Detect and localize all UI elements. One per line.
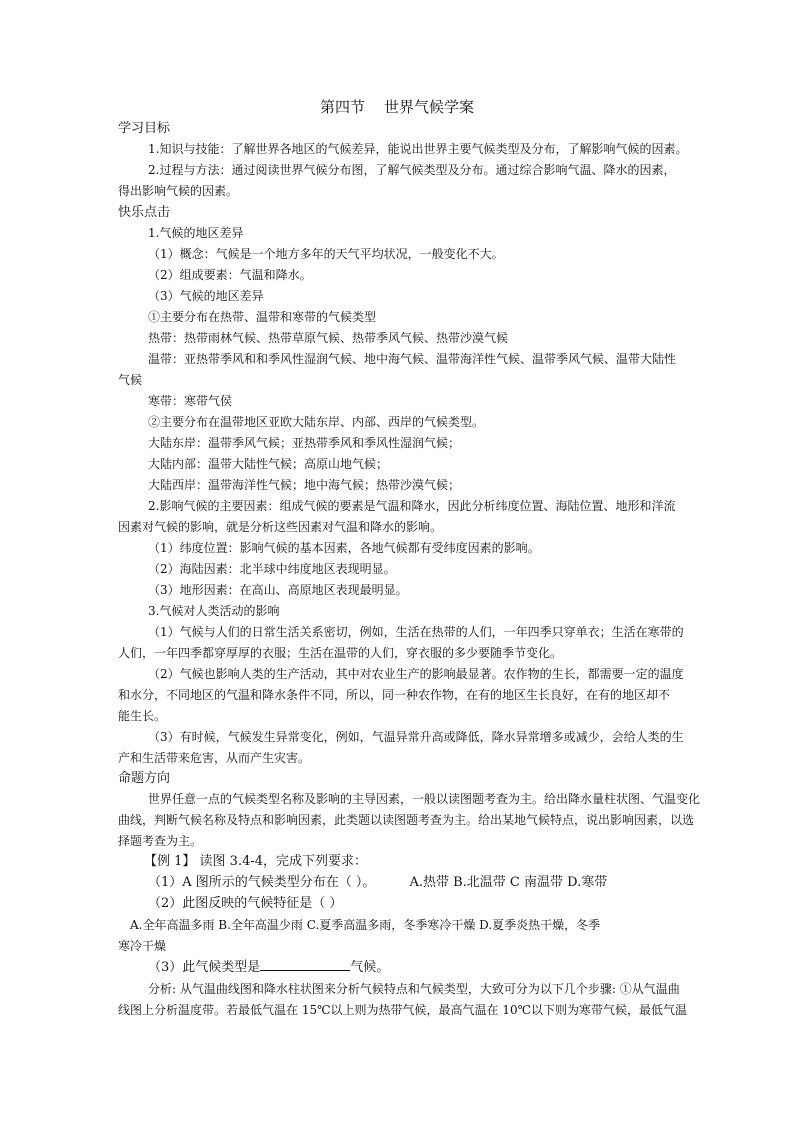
example-question-2: （2）此图反映的气候特征是（ ）: [148, 896, 343, 911]
point-line: （2）气候也影响人类的生产活动，其中对农业生产的影响最显著。农作物的生长，都需要一定的温度: [148, 667, 684, 681]
goal-line: 得出影响气候的因素。: [118, 184, 239, 198]
point-line: （3）气候的地区差异: [148, 289, 264, 303]
point-line: 大陆内部：温带大陆性气候；高原山地气候；: [148, 457, 389, 471]
exam-line: 择题考查为主。: [118, 834, 203, 848]
goal-line: 2.过程与方法：通过阅读世界气候分布图，了解气候类型及分布。通过综合影响气温、降水的因素，: [148, 163, 676, 177]
goal-line: 1.知识与技能：了解世界各地区的气候差异，能说出世界主要气候类型及分布，了解影响气候的因素。: [148, 142, 688, 156]
point-line: 寒带：寒带气侯: [148, 394, 233, 408]
section-heading-goals: 学习目标: [118, 121, 171, 136]
question-2-options: 寒冷干燥: [118, 939, 167, 953]
point-line: 大陆西岸：温带海洋性气候；地中海气候；热带沙漠气候；: [148, 478, 461, 492]
point-line: 人们，一年四季都穿厚厚的衣服；生活在温带的人们，穿衣服的多少要随季节变化。: [118, 646, 563, 660]
exam-line: 世界任意一点的气候类型名称及影响的主导因素，一般以读图题考查为主。给出降水量柱状图、气温变化: [148, 792, 701, 806]
page-title: 第四节 世界气候学案: [319, 98, 475, 116]
exam-line: 曲线，判断气候名称及特点和影响因素，此类题以读图题考查为主。给出某地气候特点，说出影响因素，以选: [118, 813, 695, 827]
point-line: 1.气候的地区差异: [148, 226, 244, 240]
point-line: ①主要分布在热带、温带和寒带的气候类型: [148, 310, 377, 324]
question-1-text: （1）A 图所示的气候类型分布在（ ）。: [148, 875, 376, 890]
question-3-prefix: （3）此气候类型是: [148, 960, 261, 975]
point-line: 因素对气候的影响，就是分析这些因素对气温和降水的影响。: [118, 520, 443, 534]
point-line: （2）组成要素：气温和降水。: [148, 268, 312, 282]
point-line: 能生长。: [118, 709, 167, 723]
answer-blank: [260, 958, 350, 971]
question-1-choices: A.热带 B.北温带 C 南温带 D.寒带: [409, 875, 608, 890]
question-3-suffix: 气候。: [350, 960, 390, 975]
point-line: （3）地形因素：在高山、高原地区表现最明显。: [148, 583, 408, 597]
analysis-line: 分析: 从气温曲线图和降水柱状图来分析气候特点和气候类型，大致可分为以下几个步骤: ①从气温曲: [148, 982, 680, 996]
point-line: （1）纬度位置：影响气候的基本因素，各地气候都有受纬度因素的影响。: [148, 541, 540, 555]
section-heading-exam: 命题方向: [118, 771, 171, 786]
point-line: （2）海陆因素：北半球中纬度地区表现明显。: [148, 562, 396, 576]
analysis-line: 线图上分析温度带。若最低气温在 15℃以上则为热带气候，最高气温在 10℃以下则为寒带气候，最低气温: [118, 1003, 688, 1017]
point-line: （1）概念：气候是一个地方多年的天气平均状况，一般变化不大。: [148, 247, 504, 261]
question-2-options: A.全年高温多雨 B.全年高温少雨 C.夏季高温多雨，冬季寒冷干燥 D.夏季炎热干燥，冬季: [130, 918, 601, 932]
point-line: 热带：热带雨林气候、热带草原气候、热带季风气候、热带沙漠气候: [148, 331, 509, 345]
point-line: 温带：亚热带季风和和季风性湿润气候、地中海气候、温带海洋性气候、温带季风气候、温带大陆性: [148, 352, 677, 366]
point-line: 产和生活带来危害，从而产生灾害。: [118, 751, 311, 765]
example-head: 【例 1】 读图 3.4-4，完成下列要求：: [144, 854, 368, 869]
point-line: 3.气候对人类活动的影响: [148, 604, 280, 618]
point-line: （3）有时候，气候发生异常变化，例如，气温异常升高或降低，降水异常增多或减少，会给人类的生: [148, 730, 684, 744]
example-question-3: [148, 958, 708, 977]
point-line: 2.影响气候的主要因素：组成气候的要素是气温和降水，因此分析纬度位置、海陆位置、地形和洋流: [148, 499, 676, 513]
point-line: 气候: [118, 373, 143, 387]
section-heading-points: 快乐点击: [118, 205, 171, 220]
point-line: 和水分，不同地区的气温和降水条件不同，所以，同一种农作物，在有的地区生长良好，在有的地区却不: [118, 688, 671, 702]
point-line: 大陆东岸：温带季风气候；亚热带季风和季风性湿润气候；: [148, 436, 461, 450]
point-line: ②主要分布在温带地区亚欧大陆东岸、内部、西岸的气候类型。: [148, 415, 485, 429]
point-line: （1）气候与人们的日常生活关系密切，例如，生活在热带的人们，一年四季只穿单衣；生活在寒带的: [148, 625, 684, 639]
example-question-1: [148, 874, 708, 892]
